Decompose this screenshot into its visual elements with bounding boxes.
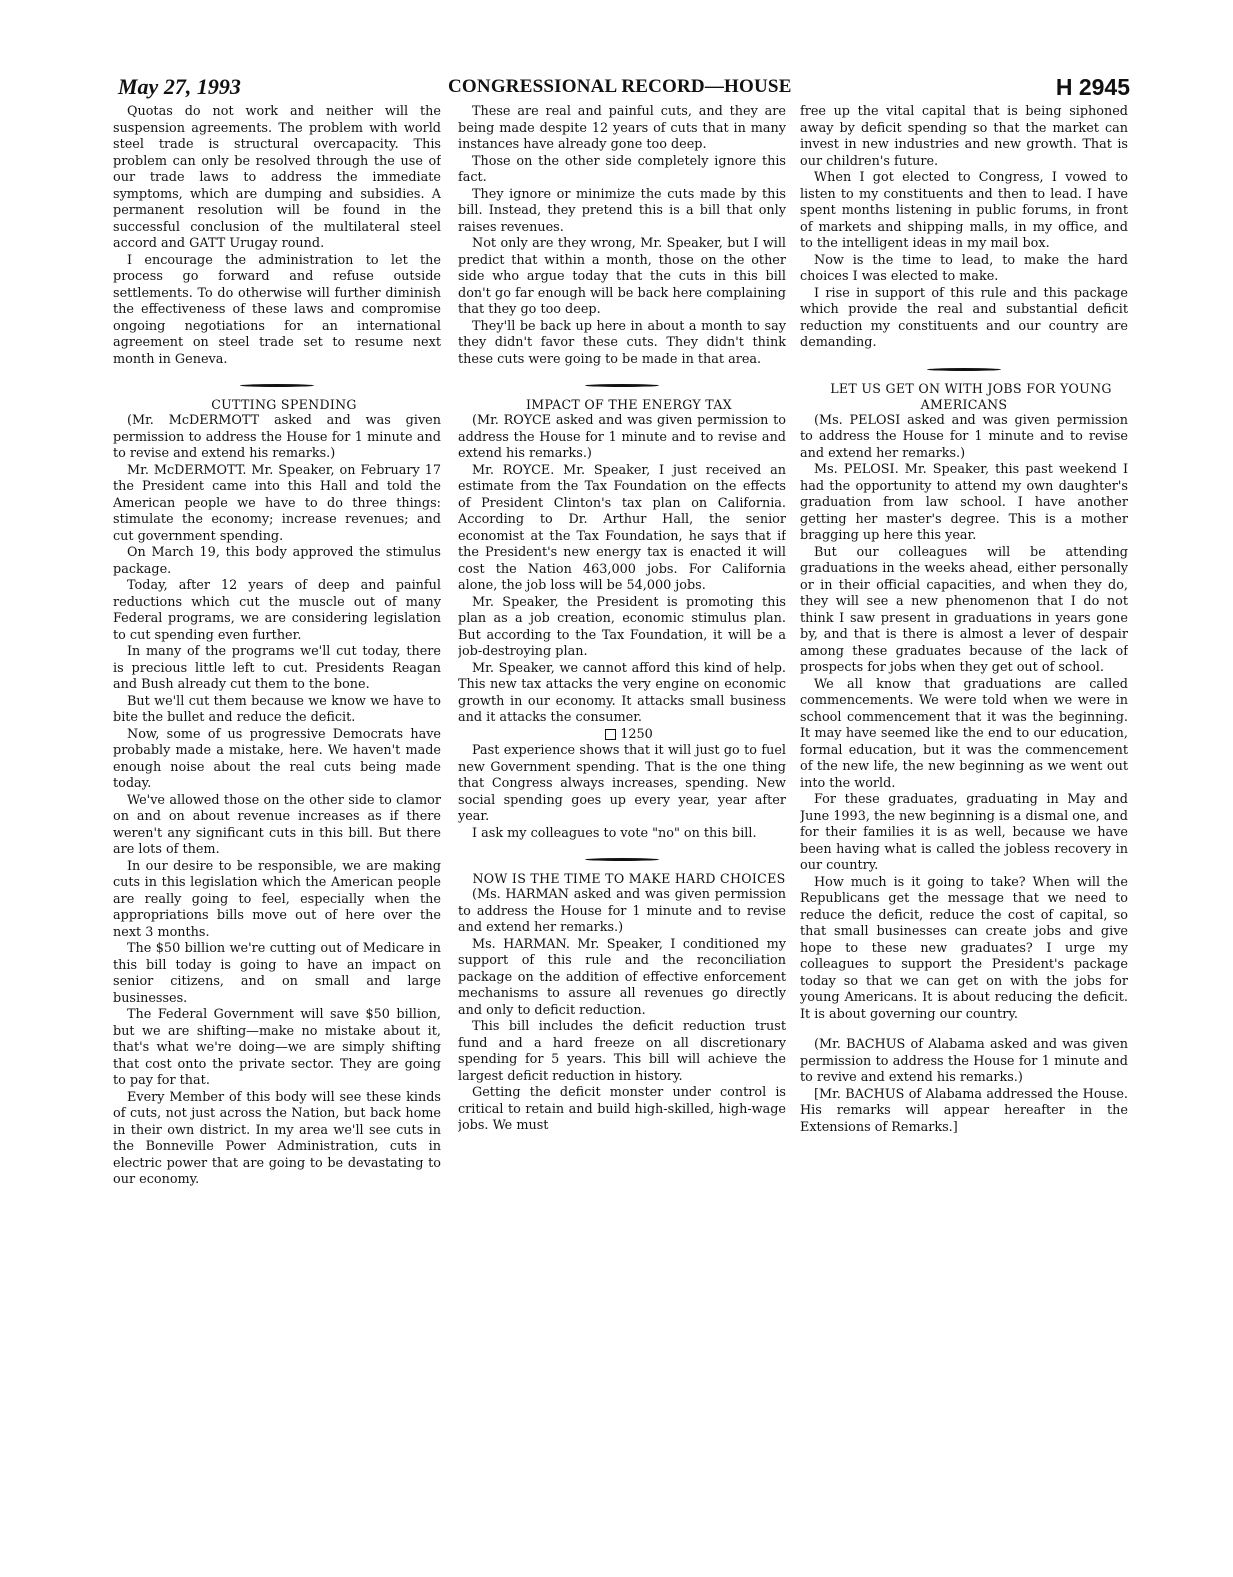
paragraph: Mr. Speaker, we cannot afford this kind of help. This new tax attacks the very engine on economic growth in our economy. It attacks small business and it attacks the consumer.	[458, 660, 786, 725]
paragraph: In our desire to be responsible, we are making cuts in this legislation which the American people are really going to feel, especially when the appropriations bills move out of here over the next 3 months.	[113, 858, 441, 940]
paragraph: Ms. PELOSI. Mr. Speaker, this past weekend I had the opportunity to attend my own daughter's graduation from law school. I have another getting her master's degree. This is a mother bragging up here this year.	[800, 462, 1128, 543]
column-3	[800, 104, 1128, 1464]
paragraph: [Mr. BACHUS of Alabama addressed the House. His remarks will appear hereafter in the Extensions of Remarks.]	[800, 1086, 1128, 1135]
header-title: CONGRESSIONAL RECORD—HOUSE	[448, 76, 792, 97]
paragraph: Past experience shows that it will just go to fuel new Government spending. That is the one thing that Congress always increases, spending. New social spending goes up every year, year after year.	[458, 743, 786, 824]
timestamp-text: 1250	[620, 726, 653, 742]
paragraph: These are real and painful cuts, and they are being made despite 12 years of cuts that in many instances have already gone too deep.	[458, 104, 786, 152]
paragraph: We've allowed those on the other side to clamor on and on about revenue increases as if there weren't any significant cuts in this bill. But there are lots of them.	[113, 792, 441, 857]
paragraph: (Mr. McDERMOTT asked and was given permission to address the House for 1 minute and to revise and extend his remarks.)	[113, 413, 441, 461]
column-2	[458, 104, 786, 1464]
paragraph: Quotas do not work and neither will the suspension agreements. The problem with world steel trade is structural overcapacity. This problem can only be resolved through the use of our trade laws to address the immediate symptoms, which are dumping and subsidies. A permanent resolution will be found in the successful conclusion of the multilateral steel accord and GATT Urugay round.	[113, 104, 441, 251]
column-1	[113, 104, 441, 1464]
paragraph: They ignore or minimize the cuts made by this bill. Instead, they pretend this is a bill that only raises revenues.	[458, 186, 786, 235]
section-heading-cutting-spending: CUTTING SPENDING	[211, 397, 357, 412]
paragraph: They'll be back up here in about a month to say they didn't favor these cuts. They didn't think these cuts were going to be made in that area.	[458, 318, 786, 367]
section-divider	[585, 384, 659, 387]
paragraph: Mr. McDERMOTT. Mr. Speaker, on February 17 the President came into this Hall and told the American people we have to do three things: stimulate the economy; increase revenues; and cut government spending.	[113, 462, 441, 544]
paragraph: I rise in support of this rule and this package which provide the real and substantial deficit reduction my constituents and our country are demanding.	[800, 285, 1128, 350]
paragraph: In many of the programs we'll cut today, there is precious little left to cut. Presidents Reagan and Bush already cut them to the bone.	[113, 644, 441, 692]
paragraph: Getting the deficit monster under control is critical to retain and build high-skilled, high-wage jobs. We must	[458, 1085, 786, 1133]
paragraph: I encourage the administration to let the process go forward and refuse outside settlements. To do otherwise will further diminish the effectiveness of these laws and compromise ongoing negotiations for an international agreement on steel trade set to resume next month in Geneva.	[113, 252, 441, 367]
paragraph: Not only are they wrong, Mr. Speaker, but I will predict that within a month, those on the other side who argue today that the cuts in this bill don't go far enough will be back here complaining that they go too deep.	[458, 236, 786, 317]
time-stamp	[458, 727, 786, 744]
paragraph: (Mr. BACHUS of Alabama asked and was given permission to address the House for 1 minute and to revive and extend his remarks.)	[800, 1037, 1128, 1085]
paragraph: This bill includes the deficit reduction trust fund and a hard freeze on all discretionary spending for 5 years. This bill will achieve the largest deficit reduction in history.	[458, 1019, 786, 1084]
spacer	[800, 1023, 1128, 1037]
section-divider	[585, 858, 659, 861]
paragraph: How much is it going to take? When will the Republicans get the message that we need to reduce the deficit, reduce the cost of capital, so that small businesses can create jobs and give hope to these new graduates? I urge my colleagues to support the President's package today so that we can get on with the jobs for young Americans. It is about reducing the deficit. It is about governing our country.	[800, 874, 1128, 1022]
section-divider	[927, 368, 1001, 371]
paragraph: Now, some of us progressive Democrats have probably made a mistake, here. We haven't made enough noise about the real cuts being made today.	[113, 726, 441, 791]
paragraph: We all know that graduations are called commencements. We were told when we were in school commencement that it was the beginning. It may have seemed like the end to our education, formal education, but it was the commencement of the new life, the new beginning as we went out into the world.	[800, 676, 1128, 791]
paragraph: The Federal Government will save $50 billion, but we are shifting—make no mistake about it, that's what we're doing—we are simply shifting that cost onto the private sector. They are going to pay for that.	[113, 1007, 441, 1088]
section-heading-energy-tax: IMPACT OF THE ENERGY TAX	[526, 397, 732, 412]
paragraph: But we'll cut them because we know we have to bite the bullet and reduce the deficit.	[113, 693, 441, 725]
header-page-number: H 2945	[1055, 74, 1130, 100]
timestamp-box-icon	[605, 729, 616, 740]
paragraph: (Ms. PELOSI asked and was given permission to address the House for 1 minute and to revise and extend her remarks.)	[800, 412, 1128, 461]
paragraph: Today, after 12 years of deep and painful reductions which cut the muscle out of many Federal programs, we are considering legislation to cut spending even further.	[113, 578, 441, 643]
paragraph: Now is the time to lead, to make the hard choices I was elected to make.	[800, 252, 1128, 284]
paragraph: Ms. HARMAN. Mr. Speaker, I conditioned my support of this rule and the reconciliation package on the addition of effective enforcement mechanisms to assure all revenues go directly and only to deficit reduction.	[458, 936, 786, 1018]
paragraph: I ask my colleagues to vote "no" on this bill.	[472, 825, 757, 841]
paragraph: On March 19, this body approved the stimulus package.	[113, 545, 441, 577]
paragraph: free up the vital capital that is being siphoned away by deficit spending so that the market can invest in new industries and new growth. That is our children's future.	[800, 104, 1128, 169]
paragraph: For these graduates, graduating in May and June 1993, the new beginning is a dismal one, and for their families it is as well, because we have been having what is called the jobless recovery in our country.	[800, 792, 1128, 873]
paragraph: (Ms. HARMAN asked and was given permission to address the House for 1 minute and to revise and extend her remarks.)	[458, 887, 786, 935]
section-divider	[240, 384, 314, 387]
paragraph: But our colleagues will be attending graduations in the weeks ahead, either personally or in their official capacities, and when they do, they will see a new phenomenon that I do not think I saw present in graduations in years gone by, and that is there is almost a lever of despair among these graduates because of the lack of prospects for jobs when they get out of school.	[800, 544, 1128, 675]
paragraph: Those on the other side completely ignore this fact.	[458, 153, 786, 185]
paragraph: Mr. Speaker, the President is promoting this plan as a job creation, economic stimulus plan. But according to the Tax Foundation, it will be a job-destroying plan.	[458, 594, 786, 659]
paragraph: Mr. ROYCE. Mr. Speaker, I just received an estimate from the Tax Foundation on the effects of President Clinton's tax plan on California. According to Dr. Arthur Hall, the senior economist at the Tax Foundation, he says that if the President's new energy tax is enacted it will cost the Nation 463,000 jobs. For California alone, the job loss will be 54,000 jobs.	[458, 462, 786, 593]
header-date: May 27, 1993	[118, 74, 241, 99]
page-header	[118, 74, 1130, 104]
paragraph: The $50 billion we're cutting out of Medicare in this bill today is going to have an impact on senior citizens, and on small and large businesses.	[113, 941, 441, 1006]
paragraph: When I got elected to Congress, I vowed to listen to my constituents and then to lead. I have spent months listening in public forums, in front of markets and shipping malls, in my office, and to the intelligent ideas in my mail box.	[800, 170, 1128, 251]
paragraph: Every Member of this body will see these kinds of cuts, not just across the Nation, but back home in their own district. In my area we'll see cuts in the Bonneville Power Administration, cuts in electric power that are going to be devastating to our economy.	[113, 1089, 441, 1187]
section-heading-jobs-young-americans: LET US GET ON WITH JOBS FOR YOUNG AMERICANS	[830, 380, 1112, 412]
paragraph: (Mr. ROYCE asked and was given permission to address the House for 1 minute and to revise and extend his remarks.)	[458, 413, 786, 461]
section-heading-hard-choices: NOW IS THE TIME TO MAKE HARD CHOICES	[472, 871, 786, 886]
